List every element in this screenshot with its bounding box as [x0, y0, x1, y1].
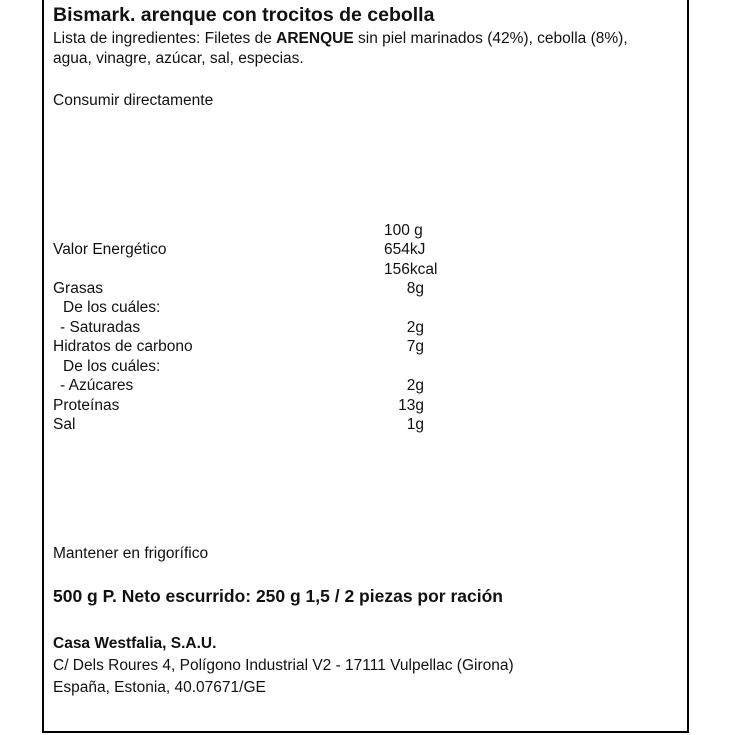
saturated-label: - Saturadas [60, 319, 141, 336]
energy-label: Valor Energético [53, 241, 167, 258]
manufacturer-name: Casa Westfalia, S.A.U. [53, 635, 217, 652]
origin-info: España, Estonia, 40.07671/GE [53, 679, 266, 696]
carbs-label: Hidratos de carbono [53, 338, 193, 355]
of-which-carbs: De los cuáles: [63, 358, 161, 375]
protein-value: 13g [398, 397, 424, 414]
fat-value: 8g [406, 280, 424, 297]
ingredients-allergen: ARENQUE [276, 30, 354, 47]
sugars-value: 2g [406, 377, 424, 394]
usage-instructions: Consumir directamente [53, 92, 214, 109]
carbs-value: 7g [406, 338, 424, 355]
salt-value: 1g [406, 416, 424, 433]
ingredients-prefix: Lista de ingredientes: Filetes de [53, 30, 277, 47]
product-title: Bismark. arenque con trocitos de cebolla [53, 4, 435, 26]
manufacturer-address: C/ Dels Roures 4, Polígono Industrial V2 - 17111 Vulpellac (Girona) [53, 657, 514, 674]
salt-label: Sal [53, 416, 76, 433]
ingredients-suffix: sin piel marinados (42%), cebolla (8%), agua, vinagre, azúcar, sal, especias. [53, 30, 628, 67]
nutrition-header: 100 g [384, 222, 423, 239]
net-weights: 500 g P. Neto escurrido: 250 g 1,5 / 2 piezas por ración [53, 586, 503, 606]
of-which-fat: De los cuáles: [63, 299, 161, 316]
protein-label: Proteínas [53, 397, 120, 414]
storage-instructions: Mantener en frigorífico [53, 545, 209, 562]
saturated-value: 2g [406, 319, 424, 336]
sugars-label: - Azúcares [60, 377, 134, 394]
ingredients-list [53, 29, 653, 69]
energy-kj: 654kJ [384, 241, 426, 258]
fat-label: Grasas [53, 280, 103, 297]
energy-kcal: 156kcal [384, 261, 438, 278]
